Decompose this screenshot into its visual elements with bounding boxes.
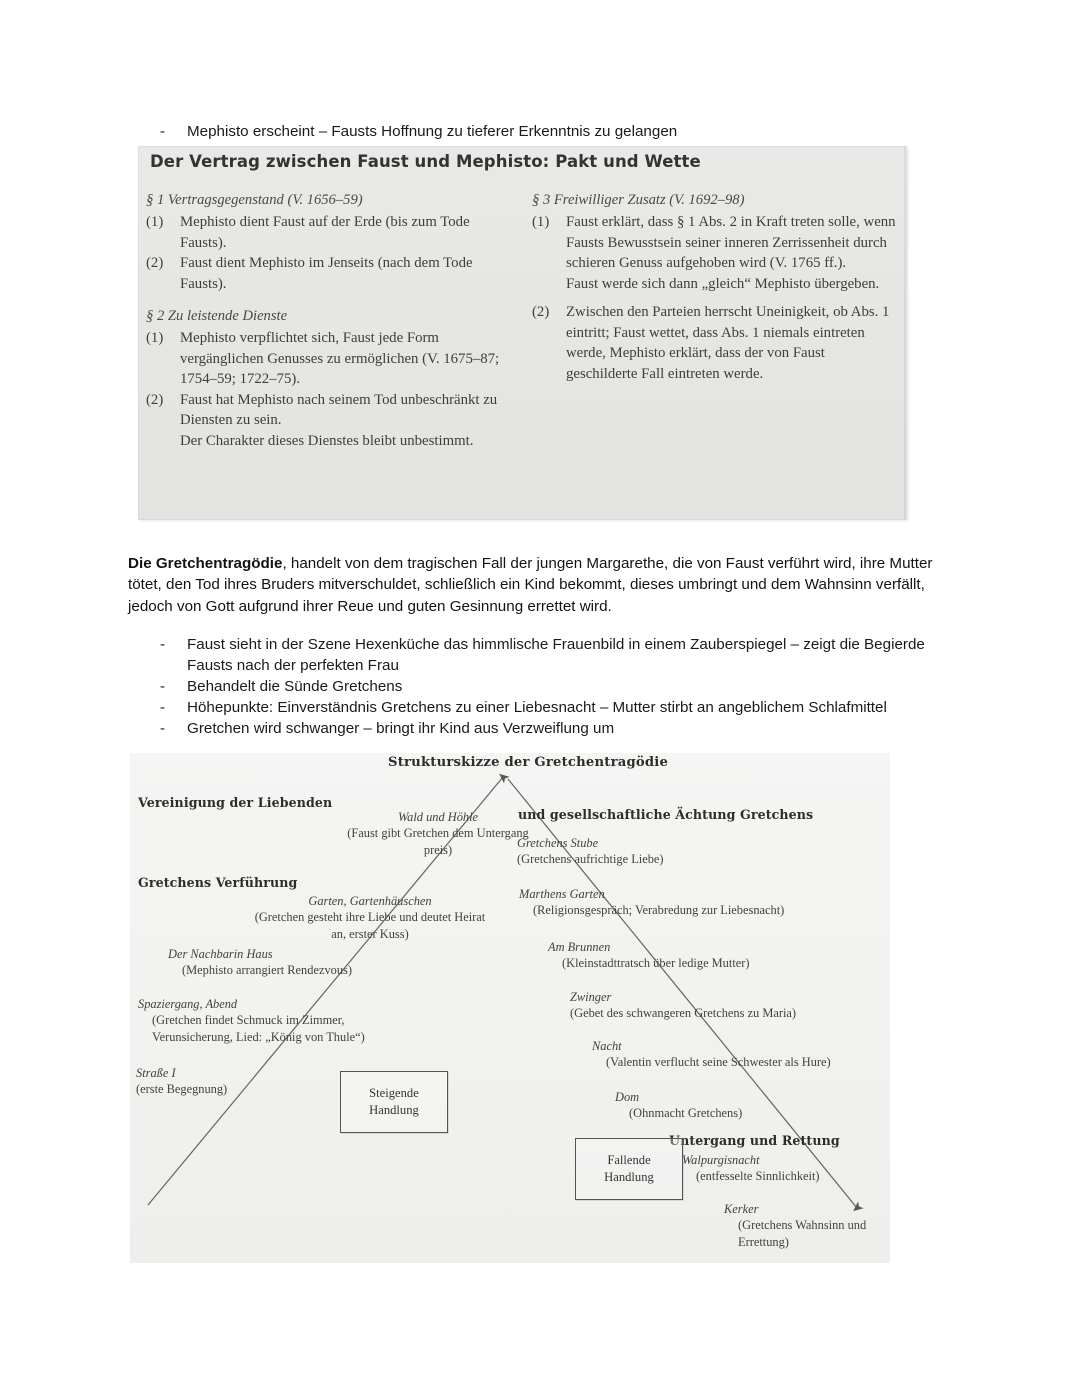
gretchentragoedie-bullet-list bbox=[155, 634, 955, 739]
scene-label: Am Brunnen bbox=[548, 940, 611, 954]
diagram-scene-dom bbox=[615, 1089, 875, 1122]
bullet-marker: - bbox=[160, 636, 166, 653]
falling-action-line2: Handlung bbox=[604, 1170, 654, 1184]
scene-description: (Gretchen findet Schmuck im Zimmer, Verunsicherung, Lied: „König von Thule“) bbox=[152, 1013, 365, 1044]
contract-clause bbox=[532, 212, 898, 274]
diagram-heading-falling: Untergang und Rettung bbox=[669, 1133, 840, 1148]
scene-label: Zwinger bbox=[570, 990, 612, 1004]
structure-sketch-image bbox=[130, 753, 890, 1263]
diagram-heading-left: Vereinigung der Liebenden bbox=[138, 795, 333, 810]
diagram-scene-nachbarin-haus bbox=[168, 946, 428, 979]
diagram-scene-kerker bbox=[724, 1201, 890, 1250]
bullet-marker: - bbox=[160, 699, 166, 716]
list-item bbox=[155, 676, 955, 697]
diagram-scene-wald-und-hoehle bbox=[338, 809, 538, 858]
diagram-scene-garten bbox=[250, 893, 490, 942]
scene-label: Kerker bbox=[724, 1202, 759, 1216]
scene-description: (Valentin verflucht seine Schwester als Hure) bbox=[606, 1055, 831, 1070]
bullet-marker: - bbox=[160, 720, 166, 737]
diagram-scene-strasse-i bbox=[136, 1065, 336, 1098]
contract-clause bbox=[146, 253, 512, 294]
clause-text: Faust dient Mephisto im Jenseits (nach dem Tode Fausts). bbox=[180, 255, 473, 292]
contract-section-heading: § 3 Freiwilliger Zusatz (V. 1692–98) bbox=[532, 192, 745, 208]
scene-description: (Gretchens Wahnsinn und Errettung) bbox=[738, 1218, 867, 1249]
bullet-text: Höhepunkte: Einverständnis Gretchens zu einer Liebesnacht – Mutter stirbt an angeblichem Schlafmittel bbox=[187, 699, 887, 716]
rising-action-box bbox=[340, 1071, 448, 1133]
falling-action-line1: Fallende bbox=[607, 1153, 651, 1167]
clause-text: Faust erklärt, dass § 1 Abs. 2 in Kraft treten solle, wenn Fausts Bewusstsein seiner inneren Zerrissenheit durch schieren Genuss aufgehoben wird (V. 1765 ff.). bbox=[566, 214, 896, 271]
scene-label: Wald und Höhle bbox=[397, 810, 479, 824]
scene-description: (Gebet des schwangeren Gretchens zu Maria) bbox=[570, 1006, 797, 1021]
scene-description: (erste Begegnung) bbox=[136, 1082, 228, 1097]
scene-description: (Mephisto arrangiert Rendezvous) bbox=[182, 963, 352, 978]
contract-right-column bbox=[532, 190, 898, 451]
clause-text: Zwischen den Parteien herrscht Uneinigkeit, ob Abs. 1 eintritt; Faust wettet, dass Abs. 1 niemals eintreten werde, Mephisto erklärt, dass der von Faust geschilderte Fall eintreten werde. bbox=[566, 304, 890, 382]
scene-label: Garten, Gartenhäuschen bbox=[308, 894, 432, 908]
gretchentragoedie-paragraph bbox=[128, 553, 946, 617]
scene-description: (Gretchen gesteht ihre Liebe und deutet Heirat an, erster Kuss) bbox=[254, 910, 486, 941]
clause-number: (2) bbox=[146, 391, 164, 408]
clause-number: (2) bbox=[532, 304, 550, 320]
contract-title: Der Vertrag zwischen Faust und Mephisto: Pakt und Wette bbox=[150, 152, 701, 171]
scene-description: (Ohnmacht Gretchens) bbox=[629, 1106, 743, 1121]
clause-number: (1) bbox=[532, 214, 550, 230]
list-item bbox=[155, 697, 955, 718]
bullet-text: Faust sieht in der Szene Hexenküche das himmlische Frauenbild in einem Zauberspiegel – zeigt die Begierde Fausts nach der perfekten Frau bbox=[187, 636, 925, 674]
diagram-scene-gretchens-stube bbox=[517, 835, 777, 868]
contract-columns bbox=[146, 190, 898, 451]
scene-label: Dom bbox=[615, 1090, 640, 1104]
contract-scan-image bbox=[138, 146, 906, 520]
scene-description: (Kleinstadttratsch über ledige Mutter) bbox=[562, 956, 750, 971]
clause-text: Mephisto dient Faust auf der Erde (bis zum Tode Fausts). bbox=[180, 214, 470, 251]
diagram-scene-walpurgisnacht bbox=[682, 1152, 890, 1185]
bullet-text: Behandelt die Sünde Gretchens bbox=[187, 678, 403, 695]
scene-label: Der Nachbarin Haus bbox=[168, 947, 273, 961]
scene-description: (Faust gibt Gretchen dem Untergang preis) bbox=[347, 826, 529, 857]
clause-number: (1) bbox=[146, 214, 164, 230]
scene-description: (Gretchens aufrichtige Liebe) bbox=[517, 852, 664, 867]
diagram-scene-am-brunnen bbox=[548, 939, 858, 972]
top-bullet-item bbox=[155, 121, 955, 142]
diagram-heading-right: und gesellschaftliche Ächtung Gretchens bbox=[518, 807, 814, 822]
rising-action-line2: Handlung bbox=[369, 1103, 419, 1117]
contract-clause bbox=[146, 390, 512, 431]
list-item bbox=[155, 718, 955, 739]
clause-number: (1) bbox=[146, 330, 164, 346]
clause-extra-text: Faust werde sich dann „gleich“ Mephisto übergeben. bbox=[566, 275, 880, 292]
diagram-scene-marthens-garten bbox=[519, 886, 849, 919]
diagram-section-gretchens-verfuehrung: Gretchens Verführung bbox=[138, 875, 298, 890]
scene-label: Spaziergang, Abend bbox=[138, 997, 238, 1011]
bullet-text: Mephisto erscheint – Fausts Hoffnung zu tieferer Erkenntnis zu gelangen bbox=[187, 123, 678, 140]
bullet-text: Gretchen wird schwanger – bringt ihr Kind aus Verzweiflung um bbox=[187, 720, 615, 737]
contract-section-heading: § 2 Zu leistende Dienste bbox=[146, 308, 288, 324]
paragraph-body: , handelt von dem tragischen Fall der jungen Margarethe, die von Faust verführt wird, ihre Mutter tötet, den Tod ihres Bruders mitverschuldet, schließlich ein Kind bekommt, dieses umbringt und dem Wahnsinn verfällt, jedoch von Gott aufgrund ihrer Reue und guten Gesinnung errettet wird. bbox=[128, 555, 933, 615]
falling-action-box bbox=[575, 1138, 683, 1200]
clause-number: (2) bbox=[146, 255, 164, 271]
scene-description: (entfesselte Sinnlichkeit) bbox=[696, 1169, 820, 1184]
contract-clause bbox=[146, 328, 512, 390]
contract-section-heading: § 1 Vertragsgegenstand (V. 1656–59) bbox=[146, 192, 363, 208]
contract-clause bbox=[532, 302, 898, 384]
clause-text: Mephisto verpflichtet sich, Faust jede Form vergänglichen Genusses zu ermöglichen (V. 1675–87; 1754–59; 1722–75). bbox=[180, 330, 500, 387]
clause-text: Faust hat Mephisto nach seinem Tod unbeschränkt zu Diensten zu sein. bbox=[180, 391, 498, 428]
clause-extra-text: Der Charakter dieses Dienstes bleibt unbestimmt. bbox=[180, 432, 474, 449]
scene-label: Marthens Garten bbox=[519, 887, 605, 901]
bullet-marker: - bbox=[160, 678, 166, 695]
contract-clause bbox=[146, 212, 512, 253]
scene-label: Walpurgisnacht bbox=[682, 1153, 760, 1167]
diagram-scene-zwinger bbox=[570, 989, 880, 1022]
bullet-marker: - bbox=[160, 123, 166, 140]
scene-label: Gretchens Stube bbox=[517, 836, 599, 850]
diagram-scene-spaziergang-abend bbox=[138, 996, 428, 1045]
contract-left-column bbox=[146, 190, 512, 451]
scene-label: Straße I bbox=[136, 1066, 176, 1080]
diagram-title: Strukturskizze der Gretchentragödie bbox=[388, 755, 669, 770]
scene-label: Nacht bbox=[592, 1039, 622, 1053]
rising-action-line1: Steigende bbox=[369, 1086, 419, 1100]
paragraph-lead: Die Gretchentragödie bbox=[128, 555, 283, 572]
list-item bbox=[155, 634, 955, 676]
scene-description: (Religionsgespräch; Verabredung zur Liebesnacht) bbox=[533, 903, 785, 918]
diagram-scene-nacht bbox=[592, 1038, 890, 1071]
